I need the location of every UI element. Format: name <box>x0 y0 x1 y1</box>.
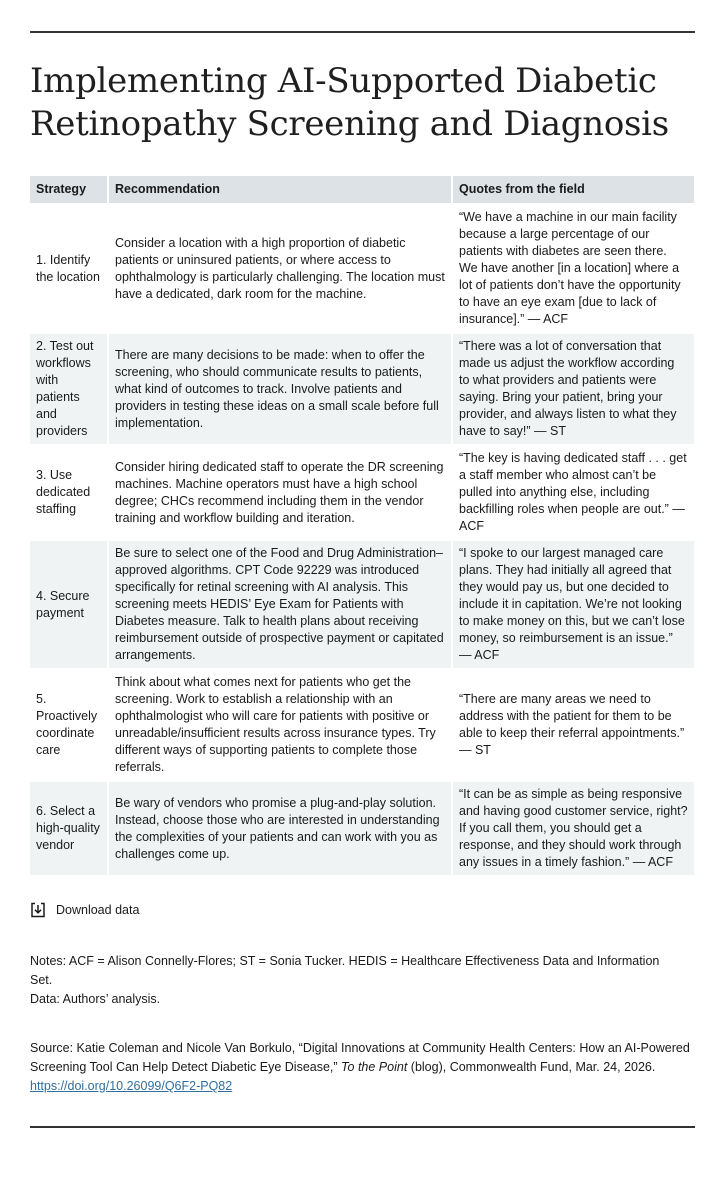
notes <box>30 952 670 1009</box>
download-label: Download data <box>56 903 140 917</box>
download-icon <box>30 902 46 918</box>
quote-cell: “I spoke to our largest managed care plans. They had initially all agreed that they would pay us, but one decided to include it in capitation. We’re not looking to make money on this, but we can’t lose money, so reimbursement is an issue.” — ACF <box>453 539 694 668</box>
column-header-quotes: Quotes from the field <box>453 176 694 203</box>
recommendation-cell: Consider a location with a high proportion of diabetic patients or uninsured patients, or where access to ophthalmology is particularly challenging. The location must have a dedicated, dark room for the machine. <box>109 203 453 332</box>
strategy-cell: 3. Use dedicated staffing <box>30 444 109 539</box>
quote-cell: “The key is having dedicated staff . . . get a staff member who almost can’t be pulled into anything else, including backfilling roles when people are out.” — ACF <box>453 444 694 539</box>
top-rule <box>30 31 695 33</box>
strategy-cell: 2. Test out workflows with patients and providers <box>30 332 109 444</box>
table-row <box>30 332 694 444</box>
notes-abbreviations: Notes: ACF = Alison Connelly-Flores; ST = Sonia Tucker. HEDIS = Healthcare Effectiveness Data and Information Set. <box>30 954 660 987</box>
download-data-button[interactable] <box>30 902 139 918</box>
page-title: Implementing AI-Supported Diabetic Retinopathy Screening and Diagnosis <box>30 61 669 144</box>
strategy-cell: 1. Identify the location <box>30 203 109 332</box>
notes-data-source: Data: Authors’ analysis. <box>30 992 161 1006</box>
source-citation <box>30 1039 690 1096</box>
table-row <box>30 444 694 539</box>
strategy-cell: 5. Proactively coordinate care <box>30 668 109 780</box>
table-row <box>30 780 694 875</box>
strategy-table <box>30 176 694 875</box>
column-header-recommendation: Recommendation <box>109 176 453 203</box>
table-row <box>30 668 694 780</box>
source-suffix: (blog), Commonwealth Fund, Mar. 24, 2026. <box>407 1060 656 1074</box>
quote-cell: “It can be as simple as being responsive and having good customer service, right? If you call them, you should get a response, and they should work through any issues in a timely fashion.” — ACF <box>453 780 694 875</box>
strategy-cell: 6. Select a high-quality vendor <box>30 780 109 875</box>
recommendation-cell: Consider hiring dedicated staff to operate the DR screening machines. Machine operators must have a high school degree; CHCs recommend including them in the vendor training and workflow building and iteration. <box>109 444 453 539</box>
recommendation-cell: There are many decisions to be made: when to offer the screening, who should communicate results to patients, what kind of outcomes to track. Involve patients and providers in testing these ideas on a small scale before full implementation. <box>109 332 453 444</box>
doi-link[interactable]: https://doi.org/10.26099/Q6F2-PQ82 <box>30 1079 233 1093</box>
table-header-row <box>30 176 694 203</box>
table-row <box>30 203 694 332</box>
strategy-cell: 4. Secure payment <box>30 539 109 668</box>
recommendation-cell: Be sure to select one of the Food and Drug Administration–approved algorithms. CPT Code 92229 was introduced specifically for retinal screening with AI analysis. This screening meets HEDIS’ Eye Exam for Patients with Diabetes measure. Talk to health plans about receiving reimbursement outside of prospective payment or capitated arrangements. <box>109 539 453 668</box>
table-row <box>30 539 694 668</box>
source-prefix: Source: Katie Coleman and Nicole Van Borkulo, “Digital Innovations at Community Health Centers: How an AI-Powered Screening Tool Can Help Detect Diabetic Eye Disease,” <box>30 1041 690 1074</box>
recommendation-cell: Be wary of vendors who promise a plug-and-play solution. Instead, choose those who are interested in understanding the complexities of your patients and can work with you as challenges come up. <box>109 780 453 875</box>
quote-cell: “We have a machine in our main facility because a large percentage of our patients with diabetes are seen there. We have another [in a location] where a lot of patients don’t have the opportunity to have an eye exam [due to lack of insurance].” — ACF <box>453 203 694 332</box>
bottom-rule <box>30 1126 695 1128</box>
quote-cell: “There are many areas we need to address with the patient for them to be able to keep their referral appointments.” — ST <box>453 668 694 780</box>
quote-cell: “There was a lot of conversation that made us adjust the workflow according to what providers and patients were saying. Bring your patient, bring your provider, and always listen to what they have to say!” — ST <box>453 332 694 444</box>
recommendation-cell: Think about what comes next for patients who get the screening. Work to establish a relationship with an ophthalmologist who will care for patients with positive or unreadable/insufficient results across insurance types. Try different ways of supporting patients to complete those referrals. <box>109 668 453 780</box>
source-publication: To the Point <box>341 1060 408 1074</box>
column-header-strategy: Strategy <box>30 176 109 203</box>
